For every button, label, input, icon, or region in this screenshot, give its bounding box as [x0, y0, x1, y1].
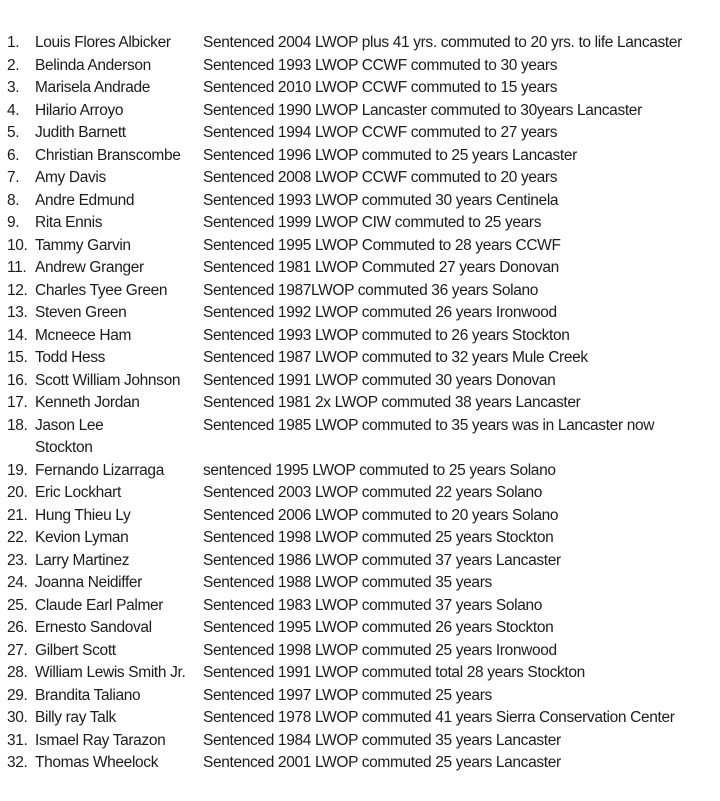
entry-sentence-note: Sentenced 1983 LWOP commuted 37 years Solano [203, 596, 543, 614]
entry-name [35, 32, 203, 55]
list-item [0, 482, 720, 505]
entry-sentence-note: Sentenced 1992 LWOP commuted 26 years Ironwood [203, 304, 557, 321]
entry-sentence-note: Sentenced 1995 LWOP Commuted to 28 years CCWF [203, 236, 561, 254]
entry-sentence-note: Sentenced 1981 LWOP Commuted 27 years Donovan [203, 259, 559, 276]
list-item [0, 122, 720, 145]
entry-name-text: Scott William Johnson [35, 371, 181, 389]
entry-sentence-note: Sentenced 2006 LWOP commuted to 20 years Solano [203, 506, 559, 524]
entry-name [35, 460, 203, 483]
entry-number: 1. [7, 34, 20, 51]
list-item [0, 685, 720, 708]
entry-name [35, 640, 203, 663]
entry-sentence-note: Sentenced 1991 LWOP commuted total 28 years Stockton [203, 664, 585, 681]
entry-name-text: Joanna Neidiffer [35, 574, 142, 591]
entry-name [35, 707, 203, 730]
entry-name-text: Jason Lee [35, 416, 104, 434]
list-item [0, 347, 720, 370]
entry-number: 22. [7, 529, 28, 546]
list-item [0, 752, 720, 775]
list-item [0, 370, 720, 393]
entry-name [35, 392, 203, 415]
entry-sentence-note: Sentenced 1991 LWOP commuted 30 years Donovan [203, 371, 556, 389]
entry-name-text: Fernando Lizarraga [35, 461, 164, 479]
entry-name-text: Rita Ennis [35, 214, 103, 231]
entry-number: 7. [7, 169, 20, 186]
entry-name-text: Marisela Andrade [35, 79, 151, 96]
entry-number: 23. [7, 551, 28, 569]
list-item [0, 325, 720, 348]
entry-name-text: Charles Tyee Green [35, 281, 168, 299]
entry-sentence-note: Sentenced 1984 LWOP commuted 35 years Lancaster [203, 731, 561, 749]
entry-name [35, 595, 203, 618]
entry-sentence-note: Sentenced 1993 LWOP commuted 30 years Centinela [203, 191, 559, 209]
entry-number: 28. [7, 664, 28, 681]
list-item [0, 302, 720, 325]
list-item [0, 55, 720, 78]
entry-name-text: Claude Earl Palmer [35, 596, 164, 614]
entry-number: 19. [7, 461, 28, 479]
entry-name [35, 77, 203, 100]
entry-name [35, 190, 203, 213]
entry-name-text: Andre Edmund [35, 191, 135, 209]
entry-name-text: Louis Flores Albicker [35, 34, 171, 51]
entry-name-text: Eric Lockhart [35, 484, 121, 501]
list-item [0, 550, 720, 573]
entry-name [35, 302, 203, 325]
entry-name-text: Belinda Anderson [35, 56, 151, 74]
entry-name [35, 415, 203, 460]
entry-number: 29. [7, 686, 28, 704]
list-item [0, 190, 720, 213]
entry-number: 27. [7, 641, 28, 659]
entry-name-text: Christian Branscombe [35, 146, 181, 164]
entry-number: 18. [7, 416, 28, 434]
entry-name-text: Amy Davis [35, 169, 106, 186]
entry-name [35, 370, 203, 393]
entry-sentence-note: Sentenced 1988 LWOP commuted 35 years [203, 574, 492, 591]
entry-name-text: Brandita Taliano [35, 686, 141, 704]
entry-number: 9. [7, 214, 20, 231]
entry-number: 26. [7, 619, 28, 636]
entry-sentence-note: Sentenced 1995 LWOP commuted 26 years Stockton [203, 619, 554, 636]
list-item [0, 617, 720, 640]
entry-name [35, 617, 203, 640]
entry-number: 5. [7, 124, 20, 141]
entry-sentence-note: Sentenced 2001 LWOP commuted 25 years Lancaster [203, 754, 561, 771]
entry-sentence-note: Sentenced 1998 LWOP commuted 25 years Stockton [203, 529, 554, 546]
entry-sentence-note: Sentenced 1998 LWOP commuted 25 years Ironwood [203, 641, 557, 659]
entry-name [35, 167, 203, 190]
entry-name [35, 280, 203, 303]
entry-name-text: Ernesto Sandoval [35, 619, 152, 636]
list-item [0, 100, 720, 123]
entry-number: 2. [7, 56, 20, 74]
entry-sentence-note: Sentenced 2010 LWOP CCWF commuted to 15 years [203, 79, 558, 96]
entry-number: 25. [7, 596, 28, 614]
entry-name [35, 325, 203, 348]
entry-number: 17. [7, 394, 28, 411]
entry-name-text: Andrew Granger [35, 259, 144, 276]
entry-name-continuation: Stockton [35, 439, 93, 456]
entry-sentence-note: Sentenced 1994 LWOP CCWF commuted to 27 years [203, 124, 558, 141]
list-item [0, 662, 720, 685]
entry-name-text: Kevion Lyman [35, 529, 129, 546]
entry-sentence-note: Sentenced 1999 LWOP CIW commuted to 25 years [203, 214, 542, 231]
entry-number: 32. [7, 754, 28, 771]
entry-number: 11. [7, 259, 27, 276]
entry-number: 14. [7, 326, 28, 344]
entry-number: 30. [7, 709, 28, 726]
entry-name [35, 662, 203, 685]
entry-name-text: Todd Hess [35, 349, 106, 366]
entry-name [35, 482, 203, 505]
entry-name [35, 527, 203, 550]
list-item [0, 280, 720, 303]
list-item [0, 415, 720, 460]
entry-name-text: William Lewis Smith Jr. [35, 664, 186, 681]
entry-number: 12. [7, 281, 28, 299]
entry-name [35, 212, 203, 235]
entry-sentence-note: Sentenced 1993 LWOP CCWF commuted to 30 years [203, 56, 558, 74]
entry-name [35, 550, 203, 573]
entry-number: 4. [7, 101, 20, 119]
entry-sentence-note: Sentenced 1978 LWOP commuted 41 years Sierra Conservation Center [203, 709, 675, 726]
entry-sentence-note: Sentenced 2008 LWOP CCWF commuted to 20 years [203, 169, 558, 186]
entry-sentence-note: sentenced 1995 LWOP commuted to 25 years Solano [203, 461, 556, 479]
entry-sentence-note: Sentenced 1990 LWOP Lancaster commuted to 30years Lancaster [203, 101, 642, 119]
list-item [0, 730, 720, 753]
entry-name [35, 730, 203, 753]
list-item [0, 167, 720, 190]
entry-number: 15. [7, 349, 28, 366]
entry-name [35, 55, 203, 78]
list-item [0, 707, 720, 730]
list-item [0, 257, 720, 280]
entry-name-text: Judith Barnett [35, 124, 126, 141]
entry-sentence-note: Sentenced 1981 2x LWOP commuted 38 years Lancaster [203, 394, 581, 411]
entry-name-text: Larry Martinez [35, 551, 130, 569]
entry-name-text: Thomas Wheelock [35, 754, 159, 771]
entry-name [35, 752, 203, 775]
entry-sentence-note: Sentenced 1996 LWOP commuted to 25 years Lancaster [203, 146, 577, 164]
entry-name [35, 505, 203, 528]
entry-name [35, 347, 203, 370]
entry-name [35, 257, 203, 280]
list-item [0, 212, 720, 235]
list-item [0, 572, 720, 595]
entry-name [35, 685, 203, 708]
entry-name-text: Ismael Ray Tarazon [35, 731, 166, 749]
entry-number: 10. [7, 236, 28, 254]
entry-number: 21. [7, 506, 28, 524]
entry-sentence-note: Sentenced 1997 LWOP commuted 25 years [203, 686, 492, 704]
entry-name [35, 235, 203, 258]
entry-name-text: Gilbert Scott [35, 641, 116, 659]
entry-name-text: Hilario Arroyo [35, 101, 124, 119]
list-item [0, 640, 720, 663]
entry-name [35, 122, 203, 145]
entry-number: 20. [7, 484, 28, 501]
entry-number: 6. [7, 146, 20, 164]
list-item [0, 505, 720, 528]
entry-name-text: Tammy Garvin [35, 236, 131, 254]
entry-name [35, 100, 203, 123]
entry-number: 24. [7, 574, 28, 591]
entry-number: 8. [7, 191, 20, 209]
entry-sentence-note: Sentenced 2003 LWOP commuted 22 years Solano [203, 484, 543, 501]
list-item [0, 392, 720, 415]
entry-sentence-note: Sentenced 2004 LWOP plus 41 yrs. commuted to 20 yrs. to life Lancaster [203, 34, 682, 51]
entry-number: 31. [7, 731, 28, 749]
entry-sentence-note: Sentenced 1985 LWOP commuted to 35 years was in Lancaster now [203, 416, 655, 434]
entry-name-text: Billy ray Talk [35, 709, 116, 726]
entry-name-text: Kenneth Jordan [35, 394, 140, 411]
list-item [0, 460, 720, 483]
commutation-list [0, 32, 720, 775]
entry-name [35, 145, 203, 168]
entry-name [35, 572, 203, 595]
list-item [0, 77, 720, 100]
entry-sentence-note: Sentenced 1987LWOP commuted 36 years Solano [203, 281, 539, 299]
entry-number: 13. [7, 304, 28, 321]
entry-sentence-note: Sentenced 1993 LWOP commuted to 26 years Stockton [203, 326, 570, 344]
list-item [0, 32, 720, 55]
entry-number: 3. [7, 79, 20, 96]
list-item [0, 235, 720, 258]
entry-name-text: Steven Green [35, 304, 127, 321]
entry-name-text: Mcneece Ham [35, 326, 132, 344]
entry-number: 16. [7, 371, 28, 389]
list-item [0, 595, 720, 618]
list-item [0, 527, 720, 550]
entry-name-text: Hung Thieu Ly [35, 506, 131, 524]
entry-sentence-note: Sentenced 1986 LWOP commuted 37 years Lancaster [203, 551, 561, 569]
entry-sentence-note: Sentenced 1987 LWOP commuted to 32 years Mule Creek [203, 349, 588, 366]
list-item [0, 145, 720, 168]
